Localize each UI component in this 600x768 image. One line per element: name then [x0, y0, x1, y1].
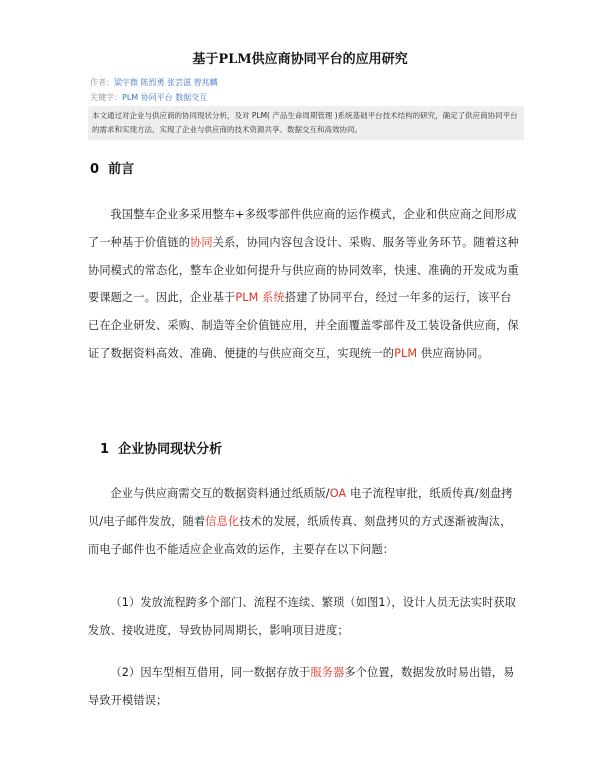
section-title: 前言 — [108, 162, 135, 177]
section-heading-1 — [100, 438, 222, 457]
text-run: 技术的发展，纸质传真、刻盘拷贝的方式逐渐被淘汰，而电子邮件也不能适应企业高效的运作，主要存在以下问题： — [88, 514, 512, 556]
keywords-value[interactable]: PLM 协同平台 数据交互 — [122, 93, 208, 102]
paragraph-intro — [88, 201, 520, 368]
text-run: 供应商协同。 — [417, 346, 489, 360]
section-title: 企业协同现状分析 — [118, 442, 223, 457]
keywords-label: 关键字： — [90, 93, 122, 102]
paragraph-issue-1: （1）发放流程跨多个部门、流程不连续、繁琐（如图1），设计人员无法实时获取发放、接收进度，导致协同周期长，影响项目进度； — [88, 596, 517, 637]
paragraph-issue-2 — [88, 659, 520, 715]
abstract: 本文通过对企业与供应商的协同现状分析，及对 PLM( 产品生命周期管理 )系统基础平台技术结构的研究，确定了供应商协同平台的需求和实现方法，实现了企业与供应商的技术资源共享、数据交互和高效协同。 — [88, 106, 524, 140]
text-run: 多个位置，数据发放时易出错，易导致开模错误； — [88, 666, 515, 707]
keywords-line — [90, 92, 207, 103]
text-run: （2）因车型相互借用，同一数据存放于 — [110, 666, 311, 679]
keyword-link[interactable]: OA — [329, 487, 347, 500]
section-number: 0 — [90, 162, 100, 177]
text-run: 企业与供应商需交互的数据资料通过纸质版/ — [110, 487, 330, 500]
page-title: 基于PLM供应商协同平台的应用研究 — [192, 52, 408, 67]
authors-label: 作者： — [90, 78, 114, 87]
keyword-link[interactable]: PLM 系统 — [235, 291, 285, 305]
authors-value[interactable]: 梁宇微 陈烈勇 张芸滋 曾兆麟 — [114, 78, 218, 87]
keyword-link[interactable]: 信息化 — [205, 514, 240, 528]
keyword-link[interactable]: PLM — [394, 346, 418, 360]
text-run: 电子流程审批，纸质传真/刻盘拷贝/电子邮件发放，随着 — [88, 487, 513, 528]
text-run: 关系，协同内容包含设计、采购、服务等业务环节。随着这种协同模式的常态化，整车企业如何提升与供应商的协同效率，快速、准确的开发成为重要课题之一。因此，企业基于 — [88, 235, 519, 305]
section-number: 1 — [100, 442, 110, 457]
keyword-link[interactable]: 协同 — [190, 235, 213, 249]
section-heading-0 — [90, 158, 134, 177]
authors-line — [90, 77, 218, 88]
paragraph-status — [88, 480, 520, 563]
keyword-link[interactable]: 服务器 — [310, 666, 345, 679]
text-run: 搭建了协同平台，经过一年多的运行，该平台已在企业研发、采购、制造等全价值链应用，并全面覆盖零部件及工装设备供应商，保证了数据资料高效、准确、便捷的与供应商交互，实现统一的 — [88, 291, 519, 360]
text-run: 我国整车企业多采用整车+多级零部件供应商的运作模式，企业和供应商之间形成了一种基于价值链的 — [88, 208, 517, 249]
